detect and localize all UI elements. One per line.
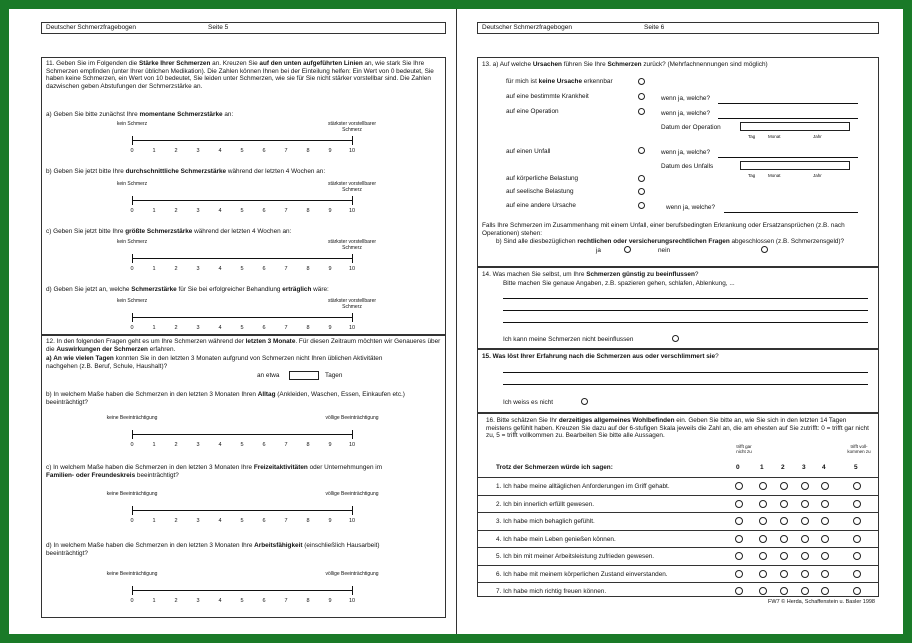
scale-number: 2 xyxy=(174,325,178,331)
scale-number: 3 xyxy=(196,442,200,448)
scale-number: 7 xyxy=(284,208,288,214)
page-header xyxy=(41,22,446,34)
scale-number: 3 xyxy=(196,148,200,154)
q16-column-0: 0 xyxy=(736,464,740,471)
q14-none: Ich kann meine Schmerzen nicht beeinflussen xyxy=(503,336,634,343)
cause-other-radio[interactable] xyxy=(638,202,645,209)
q16-radio-1[interactable] xyxy=(759,552,767,560)
scale-number: 5 xyxy=(240,148,244,154)
scale-number: 3 xyxy=(196,598,200,604)
q16-radio-4[interactable] xyxy=(821,570,829,578)
q16-radio-2[interactable] xyxy=(780,552,788,560)
disease-line[interactable] xyxy=(718,103,858,104)
scale-number: 6 xyxy=(262,598,266,604)
scale-number: 9 xyxy=(328,442,332,448)
scale-number: 5 xyxy=(240,208,244,214)
scale-number: 9 xyxy=(328,148,332,154)
q16-radio-0[interactable] xyxy=(735,535,743,543)
date-op-label: Datum der Operation xyxy=(661,124,721,131)
scale-end-tick xyxy=(132,136,133,145)
q16-column-2: 2 xyxy=(781,464,785,471)
operation-line[interactable] xyxy=(718,118,858,119)
nein-radio[interactable] xyxy=(761,246,768,253)
q16-item-text: 3. Ich habe mich behaglich gefühlt. xyxy=(496,518,595,525)
scale-end-tick xyxy=(132,506,133,515)
question-14 xyxy=(477,267,879,349)
scale-number: 7 xyxy=(284,325,288,331)
scale-q11c[interactable] xyxy=(116,239,377,274)
scale-number: 3 xyxy=(196,266,200,272)
scale-number: 2 xyxy=(174,266,178,272)
q15-line-2[interactable] xyxy=(503,384,868,385)
scale-number: 7 xyxy=(284,266,288,272)
scale-line[interactable] xyxy=(132,200,352,201)
q16-radio-4[interactable] xyxy=(821,587,829,595)
q16-radio-2[interactable] xyxy=(780,517,788,525)
scale-number: 4 xyxy=(218,266,222,272)
date-monat: Monat xyxy=(768,134,781,139)
scale-number: 10 xyxy=(348,325,356,331)
cause-disease-radio[interactable] xyxy=(638,93,645,100)
scale-q12b[interactable] xyxy=(106,415,379,450)
scale-number: 7 xyxy=(284,442,288,448)
which-label: wenn ja, welche? xyxy=(661,149,711,156)
q16-row xyxy=(478,512,878,529)
cause-mental-radio[interactable] xyxy=(638,188,645,195)
q16-radio-3[interactable] xyxy=(801,587,809,595)
cause-physical-radio[interactable] xyxy=(638,175,645,182)
q16-radio-2[interactable] xyxy=(780,587,788,595)
scale-end-tick xyxy=(352,196,353,205)
scale-number: 8 xyxy=(306,148,310,154)
scale-number: 8 xyxy=(306,442,310,448)
scale-number: 0 xyxy=(130,325,134,331)
which-label: wenn ja, welche? xyxy=(666,204,716,211)
date-acc-label: Datum des Unfalls xyxy=(661,163,714,170)
scale-end-tick xyxy=(352,136,353,145)
q14-none-radio[interactable] xyxy=(672,335,679,342)
question-15 xyxy=(477,349,879,413)
q16-radio-5[interactable] xyxy=(853,535,861,543)
scale-number: 8 xyxy=(306,208,310,214)
q15-title: 15. Was löst Ihrer Erfahrung nach die Schmerzen aus oder verschlimmert sie? xyxy=(482,353,719,360)
scale-number: 3 xyxy=(196,518,200,524)
ja-label: ja xyxy=(596,247,601,254)
scale-number: 5 xyxy=(240,266,244,272)
q16-column-3: 3 xyxy=(802,464,806,471)
scale-end-tick xyxy=(132,313,133,322)
q16-radio-5[interactable] xyxy=(853,552,861,560)
scale-number: 5 xyxy=(240,518,244,524)
date-tag: Tag xyxy=(748,173,756,178)
q12a-text: a) An wie vielen Tagen konnten Sie in den letzten 3 Monaten aufgrund von Schmerzen nicht Ihren üblichen Aktivitäten nachgehen (z.B. Beruf, Schule, Haushalt)? xyxy=(46,355,383,370)
scale-number: 3 xyxy=(196,208,200,214)
scale-q12c[interactable] xyxy=(106,491,379,526)
q16-item-text: 7. Ich habe mich richtig freuen können. xyxy=(496,588,607,595)
q11d-text: d) Geben Sie jetzt an, welche Schmerzstärke für Sie bei erfolgreicher Behandlung erträglich wäre: xyxy=(46,286,329,293)
q11c-text: c) Geben Sie jetzt bitte Ihre größte Schmerzstärke während der letzten 4 Wochen an: xyxy=(46,228,292,235)
scale-number: 10 xyxy=(348,266,356,272)
q16-radio-3[interactable] xyxy=(801,482,809,490)
scale-left-label: keine Beeinträchtigung xyxy=(106,415,158,421)
date-op-input[interactable] xyxy=(740,122,850,131)
scale-left-label: keine Beeinträchtigung xyxy=(106,571,158,577)
q15-none: Ich weiss es nicht xyxy=(503,399,554,406)
copyright-footer: FW7 © Herda, Schaffenstein u. Basler 1998 xyxy=(768,599,875,605)
scale-number: 4 xyxy=(218,442,222,448)
q16-radio-3[interactable] xyxy=(801,517,809,525)
q16-radio-1[interactable] xyxy=(759,517,767,525)
page-5 xyxy=(41,9,446,634)
cause-operation: auf eine Operation xyxy=(506,108,559,115)
scale-number: 4 xyxy=(218,325,222,331)
q16-radio-0[interactable] xyxy=(735,482,743,490)
q16-intro: 16. Bitte schätzen Sie Ihr derzeitiges allgemeines Wohlbefinden ein. Geben Sie bitte an, wie Sie sich in den letzten 14 Tagen meistens gefühlt haben. Kreuzen Sie dazu auf der 6-stufigen Skala jeweils die Zahl an, die am ehesten auf Sie zutrifft: 0 = trifft gar nicht zu, 5 = trifft vollkommen zu. Bearbeiten Sie bitte alle Aussagen. xyxy=(486,417,869,440)
nein-label: nein xyxy=(658,247,671,254)
question-11 xyxy=(41,57,446,335)
q16-radio-2[interactable] xyxy=(780,570,788,578)
scale-number: 1 xyxy=(152,208,156,214)
q16-column-4: 4 xyxy=(822,464,826,471)
q16-column-5: 5 xyxy=(854,464,858,471)
q12a-days: an etwa xyxy=(257,372,280,379)
scale-number: 9 xyxy=(328,266,332,272)
scale-line[interactable] xyxy=(132,140,352,141)
cause-other: auf eine andere Ursache xyxy=(506,202,576,209)
q16-radio-3[interactable] xyxy=(801,552,809,560)
q13b-text: b) Sind alle diesbezüglichen rechtlichen oder versicherungsrechtlichen Fragen abgeschlossen (z.B. Schmerzensgeld)? xyxy=(496,238,845,245)
scale-q12d[interactable] xyxy=(106,571,379,606)
page-divider xyxy=(456,9,457,634)
q16-radio-2[interactable] xyxy=(780,535,788,543)
scale-line[interactable] xyxy=(132,258,352,259)
scale-number: 0 xyxy=(130,598,134,604)
q14-line-2[interactable] xyxy=(503,310,868,311)
q16-row xyxy=(478,530,878,547)
scale-left-label: kein Schmerz xyxy=(116,121,148,127)
question-13 xyxy=(477,57,879,267)
date-monat: Monat xyxy=(768,173,781,178)
scale-number: 6 xyxy=(262,518,266,524)
q12b-text: b) In welchem Maße haben die Schmerzen in den letzten 3 Monaten Ihren Alltag (Ankleiden, Waschen, Essen, Einkaufen etc.) beeinträchtigt? xyxy=(46,391,405,406)
q16-radio-4[interactable] xyxy=(821,552,829,560)
cause-accident-radio[interactable] xyxy=(638,147,645,154)
scale-number: 2 xyxy=(174,148,178,154)
scale-number: 10 xyxy=(348,598,356,604)
scale-number: 8 xyxy=(306,598,310,604)
q16-radio-4[interactable] xyxy=(821,500,829,508)
scale-number: 4 xyxy=(218,518,222,524)
scale-left-label: kein Schmerz xyxy=(116,298,148,304)
scale-number: 6 xyxy=(262,266,266,272)
scale-number: 6 xyxy=(262,442,266,448)
question-12 xyxy=(41,335,446,618)
q16-row xyxy=(478,495,878,512)
scale-number: 0 xyxy=(130,148,134,154)
q16-radio-4[interactable] xyxy=(821,517,829,525)
scale-number: 1 xyxy=(152,518,156,524)
q16-radio-1[interactable] xyxy=(759,570,767,578)
cause-none-radio[interactable] xyxy=(638,78,645,85)
q16-radio-2[interactable] xyxy=(780,500,788,508)
scale-left-label: keine Beeinträchtigung xyxy=(106,491,158,497)
q16-item-text: 2. Ich bin innerlich erfüllt gewesen. xyxy=(496,500,595,508)
scale-number: 1 xyxy=(152,442,156,448)
q16-item-text: 1. Ich habe meine alltäglichen Anforderungen im Griff gehabt. xyxy=(496,483,670,490)
which-label: wenn ja, welche? xyxy=(661,110,711,117)
q16-radio-1[interactable] xyxy=(759,587,767,595)
scale-number: 9 xyxy=(328,208,332,214)
scale-number: 0 xyxy=(130,442,134,448)
q16-radio-1[interactable] xyxy=(759,482,767,490)
scale-number: 9 xyxy=(328,325,332,331)
q16-radio-2[interactable] xyxy=(780,482,788,490)
cause-mental: auf seelische Belastung xyxy=(506,188,574,195)
scale-left-label: kein Schmerz xyxy=(116,181,148,187)
q16-item-text: 5. Ich bin mit meiner Arbeitsleistung zufrieden gewesen. xyxy=(496,553,655,560)
q16-radio-0[interactable] xyxy=(735,552,743,560)
q13-note: Falls Ihre Schmerzen im Zusammenhang mit einem Unfall, einer berufsbedingten Erkrankung oder Ersatzansprüchen (z.B. nach Operationen) stehen: xyxy=(482,222,845,237)
form-sheet xyxy=(9,9,903,634)
scale-number: 2 xyxy=(174,208,178,214)
date-jahr: Jahr xyxy=(813,173,822,178)
scale-number: 4 xyxy=(218,598,222,604)
cause-operation-radio[interactable] xyxy=(638,108,645,115)
scale-number: 5 xyxy=(240,598,244,604)
scale-end-tick xyxy=(352,586,353,595)
scale-number: 5 xyxy=(240,325,244,331)
header-title: Deutscher Schmerzfragebogen xyxy=(46,24,136,31)
q16-radio-1[interactable] xyxy=(759,535,767,543)
q12-intro: 12. In den folgenden Fragen geht es um Ihre Schmerzen während der letzten 3 Monate. Für diesen Zeitraum möchten wir Genaueres über die Auswirkungen der Schmerzen erfahren. xyxy=(46,338,441,353)
q16-row xyxy=(478,565,878,582)
q11a-text: a) Geben Sie bitte zunächst Ihre momentane Schmerzstärke an: xyxy=(46,111,234,118)
scale-number: 10 xyxy=(348,208,356,214)
page-6 xyxy=(477,9,879,634)
q16-radio-5[interactable] xyxy=(853,500,861,508)
q14-line-1[interactable] xyxy=(503,298,868,299)
scale-number: 10 xyxy=(348,518,356,524)
q16-radio-5[interactable] xyxy=(853,517,861,525)
ja-radio[interactable] xyxy=(624,246,631,253)
scale-right-label: stärkster vorstellbarer Schmerz xyxy=(327,298,377,310)
q11b-text: b) Geben Sie jetzt bitte Ihre durchschnittliche Schmerzstärke während der letzten 4 Wochen an: xyxy=(46,168,326,175)
scale-q11a[interactable] xyxy=(116,121,377,156)
q15-line-1[interactable] xyxy=(503,372,868,373)
scale-number: 2 xyxy=(174,598,178,604)
scale-number: 0 xyxy=(130,518,134,524)
q16-radio-0[interactable] xyxy=(735,570,743,578)
scale-number: 2 xyxy=(174,518,178,524)
q16-radio-5[interactable] xyxy=(853,482,861,490)
scale-right-label: stärkster vorstellbarer Schmerz xyxy=(327,239,377,251)
scale-number: 4 xyxy=(218,148,222,154)
q16-column-1: 1 xyxy=(760,464,764,471)
q12d-text: d) In welchem Maße haben die Schmerzen in den letzten 3 Monaten Ihre Arbeitsfähigkeit (einschließlich Hausarbeit) beeinträchtigt? xyxy=(46,542,380,557)
q16-radio-5[interactable] xyxy=(853,570,861,578)
cause-disease: auf eine bestimmte Krankheit xyxy=(506,93,589,100)
scale-number: 7 xyxy=(284,518,288,524)
page-number: Seite 5 xyxy=(208,24,229,31)
scale-end-tick xyxy=(132,196,133,205)
q15-none-radio[interactable] xyxy=(581,398,588,405)
cause-none: für mich ist keine Ursache erkennbar xyxy=(506,78,613,85)
q12c-text: c) In welchem Maße haben die Schmerzen in den letzten 3 Monaten Ihre Freizeitaktivitäten oder Unternehmungen im Familien- oder Freundeskreis beeinträchtigt? xyxy=(46,464,383,479)
scale-line[interactable] xyxy=(132,510,352,511)
scale-q11b[interactable] xyxy=(116,181,377,216)
scale-right-label: völlige Beeinträchtigung xyxy=(325,571,379,577)
q16-radio-1[interactable] xyxy=(759,500,767,508)
date-jahr: Jahr xyxy=(813,134,822,139)
which-label: wenn ja, welche? xyxy=(661,95,711,102)
scale-end-tick xyxy=(132,254,133,263)
scale-line[interactable] xyxy=(132,317,352,318)
cause-accident: auf einen Unfall xyxy=(506,148,551,155)
q16-row xyxy=(478,477,878,494)
scale-line[interactable] xyxy=(132,590,352,591)
q16-radio-5[interactable] xyxy=(853,587,861,595)
q12a-suffix: Tagen xyxy=(325,372,343,379)
scale-left-sub: trifft gar nicht zu xyxy=(736,444,752,454)
scale-number: 1 xyxy=(152,266,156,272)
scale-number: 10 xyxy=(348,442,356,448)
scale-end-tick xyxy=(132,586,133,595)
page-number: Seite 6 xyxy=(644,24,665,31)
page-header xyxy=(477,22,879,34)
days-input[interactable] xyxy=(289,371,319,380)
q16-radio-0[interactable] xyxy=(735,587,743,595)
q16-item-text: 6. Ich habe mit meinem körperlichen Zustand einverstanden. xyxy=(496,570,668,578)
scale-end-tick xyxy=(352,430,353,439)
scale-right-sub: trifft voll-kommen zu xyxy=(847,444,871,454)
date-tag: Tag xyxy=(748,134,756,139)
scale-number: 6 xyxy=(262,148,266,154)
q14-sub: Bitte machen Sie genaue Angaben, z.B. spazieren gehen, schlafen, Ablenkung, ... xyxy=(503,280,735,287)
scale-right-label: stärkster vorstellbarer Schmerz xyxy=(327,121,377,133)
q16-radio-3[interactable] xyxy=(801,535,809,543)
scale-number: 1 xyxy=(152,598,156,604)
q11-intro: 11. Geben Sie im Folgenden die Stärke Ihrer Schmerzen an. Kreuzen Sie auf den unten aufgeführten Linien an, wie stark Sie Ihre Schmerzen empfinden (unter Ihrer üblichen Medikation). Die Zahlen können Ihnen bei der Einteilung helfen: Ein Wert von 0 bedeutet, Sie haben keine Schmerzen, ein Wert von 10 bedeutet, Sie leiden unter Schmerzen, wie sie für Sie nicht stärker vorstellbar sind. Die Zahlen dazwischen geben Abstufungen der Schmerzstärke an. xyxy=(46,60,434,90)
q16-radio-4[interactable] xyxy=(821,482,829,490)
q14-title: 14. Was machen Sie selbst, um Ihre Schmerzen günstig zu beeinflussen? xyxy=(482,271,699,278)
cause-physical: auf körperliche Belastung xyxy=(506,175,579,182)
q16-radio-0[interactable] xyxy=(735,517,743,525)
scale-right-label: stärkster vorstellbarer Schmerz xyxy=(327,181,377,193)
scale-number: 1 xyxy=(152,325,156,331)
q16-radio-3[interactable] xyxy=(801,500,809,508)
scale-number: 7 xyxy=(284,598,288,604)
scale-number: 9 xyxy=(328,518,332,524)
accident-line[interactable] xyxy=(718,157,858,158)
scale-number: 0 xyxy=(130,208,134,214)
q13-title: 13. a) Auf welche Ursachen führen Sie Ihre Schmerzen zurück? (Mehrfachnennungen sind möglich) xyxy=(482,61,768,68)
scale-number: 5 xyxy=(240,442,244,448)
scale-number: 0 xyxy=(130,266,134,272)
scale-end-tick xyxy=(132,430,133,439)
q16-heading: Trotz der Schmerzen würde ich sagen: xyxy=(496,464,613,471)
scale-number: 3 xyxy=(196,325,200,331)
scale-right-label: völlige Beeinträchtigung xyxy=(325,415,379,421)
scale-number: 8 xyxy=(306,518,310,524)
q16-radio-4[interactable] xyxy=(821,535,829,543)
scale-right-label: völlige Beeinträchtigung xyxy=(325,491,379,497)
q16-radio-3[interactable] xyxy=(801,570,809,578)
scale-number: 6 xyxy=(262,208,266,214)
scale-number: 1 xyxy=(152,148,156,154)
scale-number: 8 xyxy=(306,325,310,331)
scale-number: 10 xyxy=(348,148,356,154)
scale-line[interactable] xyxy=(132,434,352,435)
scale-end-tick xyxy=(352,506,353,515)
question-16 xyxy=(477,413,879,597)
scale-number: 6 xyxy=(262,325,266,331)
scale-number: 7 xyxy=(284,148,288,154)
header-title: Deutscher Schmerzfragebogen xyxy=(482,24,572,31)
q16-row xyxy=(478,582,878,599)
date-acc-input[interactable] xyxy=(740,161,850,170)
scale-number: 9 xyxy=(328,598,332,604)
q14-line-3[interactable] xyxy=(503,322,868,323)
q16-item-text: 4. Ich habe mein Leben genießen können. xyxy=(496,535,616,543)
scale-number: 4 xyxy=(218,208,222,214)
scale-left-label: kein Schmerz xyxy=(116,239,148,245)
q16-row xyxy=(478,547,878,564)
q16-radio-0[interactable] xyxy=(735,500,743,508)
scale-q11d[interactable] xyxy=(116,298,377,333)
scale-number: 2 xyxy=(174,442,178,448)
scale-end-tick xyxy=(352,254,353,263)
other-line[interactable] xyxy=(724,212,858,213)
scale-number: 8 xyxy=(306,266,310,272)
scale-end-tick xyxy=(352,313,353,322)
